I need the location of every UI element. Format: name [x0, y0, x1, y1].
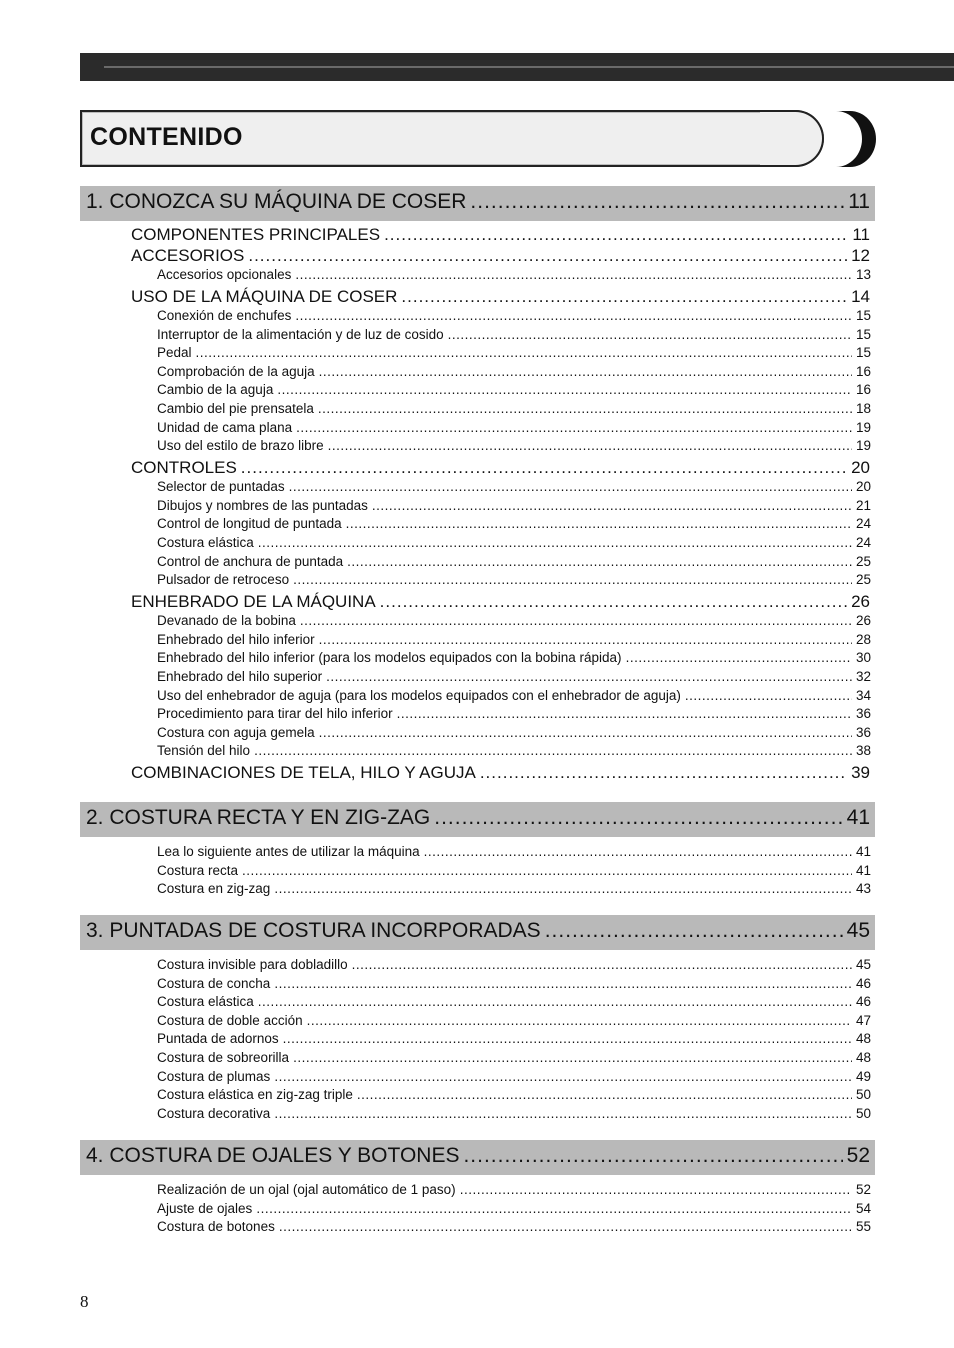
toc-entry-page: 45	[855, 957, 871, 972]
toc-entry-label: Costura de sobreorilla	[157, 1050, 290, 1065]
toc-entry-label: Procedimiento para tirar del hilo inferior	[157, 706, 393, 722]
toc-entry-label: Enhebrado del hilo inferior (para los modelos equipados con la bobina rápida)	[157, 650, 622, 666]
toc-subheading[interactable]	[131, 458, 870, 478]
toc-entry-page: 18	[855, 401, 871, 416]
toc-entry[interactable]	[157, 345, 871, 360]
toc-entry[interactable]	[157, 420, 871, 435]
page-title: CONTENIDO	[90, 123, 243, 151]
dot-leader	[357, 1087, 852, 1102]
dot-leader	[242, 863, 852, 878]
toc-subheading-label: ACCESORIOS	[131, 246, 245, 265]
section-heading-page: 41	[846, 806, 870, 829]
toc-entry-page: 15	[855, 345, 871, 361]
toc-entry-page: 19	[855, 419, 871, 435]
toc-entry-page: 24	[855, 535, 871, 550]
dot-leader	[277, 382, 852, 397]
section-heading[interactable]	[86, 1144, 870, 1168]
dot-leader	[346, 516, 852, 531]
toc-entry-label: Costura en zig-zag	[157, 881, 271, 897]
toc-entry[interactable]	[157, 1219, 871, 1234]
toc-entry-label: Uso del enhebrador de aguja (para los modelos equipados con el enhebrador de aguja)	[157, 687, 681, 703]
dot-leader	[254, 743, 852, 758]
dot-leader	[328, 438, 852, 453]
toc-entry-label: Costura elástica	[157, 994, 254, 1010]
toc-entry[interactable]	[157, 498, 871, 513]
toc-entry-label: Puntada de adornos	[157, 1031, 279, 1047]
chapter-tab-icon	[830, 111, 876, 167]
toc-entry-label: Conexión de enchufes	[157, 308, 292, 323]
dot-leader	[480, 763, 847, 783]
dot-leader	[384, 225, 848, 245]
toc-entry-page: 28	[855, 631, 871, 647]
toc-entry-label: Pulsador de retroceso	[157, 572, 290, 588]
toc-subheading[interactable]	[131, 592, 870, 612]
toc-entry-label: Costura decorativa	[157, 1105, 271, 1121]
section-heading-label: 2. COSTURA RECTA Y EN ZIG-ZAG	[86, 806, 431, 829]
toc-subheading-label: CONTROLES	[131, 458, 237, 478]
toc-entry-page: 16	[855, 382, 871, 398]
toc-entry[interactable]	[157, 438, 871, 453]
toc-entry-label: Cambio de la aguja	[157, 382, 274, 398]
toc-entry-label: Dibujos y nombres de las puntadas	[157, 497, 368, 513]
section-heading[interactable]	[86, 919, 870, 943]
toc-entry-page: 34	[855, 687, 871, 703]
toc-entry-page: 21	[855, 497, 871, 513]
toc-entry[interactable]	[157, 669, 871, 684]
dot-leader	[397, 706, 852, 721]
toc-subheading-page: 14	[851, 287, 870, 306]
toc-entry-page: 36	[855, 706, 871, 722]
section-heading-label: 4. COSTURA DE OJALES Y BOTONES	[86, 1144, 460, 1167]
toc-entry[interactable]	[157, 1069, 871, 1084]
toc-entry-label: Costura invisible para dobladillo	[157, 957, 348, 972]
toc-entry-page: 46	[855, 994, 871, 1010]
dot-leader	[319, 725, 852, 740]
section-heading[interactable]	[86, 190, 870, 214]
dot-leader	[300, 613, 852, 628]
toc-entry-page: 48	[855, 1050, 871, 1065]
toc-entry-page: 19	[855, 438, 871, 454]
toc-entry-page: 50	[855, 1105, 871, 1121]
dot-leader	[545, 919, 843, 943]
dot-leader	[283, 1031, 852, 1046]
toc-subheading-label: COMBINACIONES DE TELA, HILO Y AGUJA	[131, 763, 476, 783]
dot-leader	[307, 1013, 852, 1028]
toc-entry[interactable]	[157, 1201, 871, 1216]
dot-leader	[279, 1219, 852, 1234]
dot-leader	[258, 994, 852, 1009]
toc-entry[interactable]	[157, 994, 871, 1009]
toc-entry-page: 50	[855, 1087, 871, 1103]
dot-leader	[248, 246, 847, 266]
dot-leader	[319, 632, 852, 647]
toc-entry-page: 38	[855, 743, 871, 759]
dot-leader	[296, 420, 852, 435]
section-heading-page: 11	[848, 190, 870, 213]
dot-leader	[256, 1201, 852, 1216]
toc-entry[interactable]	[157, 382, 871, 397]
toc-entry-page: 24	[855, 516, 871, 532]
toc-entry[interactable]	[157, 327, 871, 342]
toc-entry-page: 49	[855, 1068, 871, 1084]
toc-entry-page: 55	[855, 1219, 871, 1235]
section-heading-label: 3. PUNTADAS DE COSTURA INCORPORADAS	[86, 919, 541, 942]
toc-entry[interactable]	[157, 1013, 871, 1028]
toc-entry[interactable]	[157, 688, 871, 703]
toc-entry-label: Pedal	[157, 345, 192, 361]
toc-entry[interactable]	[157, 957, 871, 972]
toc-entry-label: Selector de puntadas	[157, 479, 285, 495]
toc-entry-page: 30	[855, 650, 871, 666]
toc-entry-label: Control de anchura de puntada	[157, 553, 344, 569]
toc-subheading-label: ENHEBRADO DE LA MÁQUINA	[131, 592, 376, 612]
dot-leader	[293, 1050, 852, 1065]
toc-subheading-label: USO DE LA MÁQUINA DE COSER	[131, 287, 398, 306]
dot-leader	[196, 345, 852, 360]
dot-leader	[274, 1069, 852, 1084]
toc-entry[interactable]	[157, 650, 871, 665]
toc-subheading-page: 12	[851, 246, 870, 265]
toc-entry[interactable]	[157, 479, 871, 494]
toc-entry-label: Costura recta	[157, 862, 239, 878]
header-stripe	[104, 66, 954, 68]
toc-entry[interactable]	[157, 535, 871, 550]
dot-leader	[319, 364, 852, 379]
toc-entry[interactable]	[157, 1031, 871, 1046]
toc-entry[interactable]	[157, 516, 871, 531]
toc-entry[interactable]	[157, 706, 871, 721]
dot-leader	[293, 572, 852, 587]
toc-entry-page: 54	[855, 1200, 871, 1216]
dot-leader	[470, 190, 844, 214]
toc-entry-page: 46	[855, 975, 871, 991]
section-heading[interactable]	[86, 806, 870, 830]
toc-entry-page: 48	[855, 1031, 871, 1047]
toc-subheading[interactable]	[131, 246, 870, 266]
dot-leader	[326, 669, 852, 684]
toc-entry[interactable]	[157, 572, 871, 587]
toc-entry[interactable]	[157, 844, 871, 859]
toc-entry-label: Costura de botones	[157, 1219, 275, 1235]
toc-entry[interactable]	[157, 1087, 871, 1102]
toc-entry-page: 16	[855, 363, 871, 379]
dot-leader	[380, 592, 847, 612]
dot-leader	[258, 535, 852, 550]
section-heading-page: 52	[846, 1144, 870, 1167]
toc-entry[interactable]	[157, 1182, 871, 1197]
toc-entry[interactable]	[157, 743, 871, 758]
toc-entry-page: 15	[855, 326, 871, 342]
toc-entry-label: Devanado de la bobina	[157, 613, 296, 629]
toc-entry-page: 15	[855, 308, 871, 323]
dot-leader	[424, 844, 852, 859]
toc-subheading-page: 26	[851, 592, 870, 612]
dot-leader	[352, 957, 852, 972]
toc-entry-label: Realización de un ojal (ojal automático de 1 paso)	[157, 1182, 456, 1197]
toc-entry-label: Unidad de cama plana	[157, 419, 293, 435]
toc-entry-page: 41	[855, 844, 871, 859]
dot-leader	[289, 479, 852, 494]
toc-subheading-page: 20	[851, 458, 870, 478]
dot-leader	[241, 458, 847, 478]
toc-entry-page: 43	[855, 881, 871, 897]
dot-leader	[434, 806, 842, 830]
toc-entry-page: 20	[855, 479, 871, 495]
toc-entry-label: Comprobación de la aguja	[157, 363, 315, 379]
dot-leader	[274, 1106, 852, 1121]
toc-entry-page: 36	[855, 724, 871, 740]
toc-subheading[interactable]	[131, 287, 870, 307]
toc-entry-label: Costura de doble acción	[157, 1012, 303, 1028]
dot-leader	[460, 1182, 852, 1197]
dot-leader	[685, 688, 852, 703]
toc-entry-label: Costura elástica	[157, 535, 254, 550]
toc-entry-label: Lea lo siguiente antes de utilizar la máquina	[157, 844, 420, 859]
page-number: 8	[80, 1292, 89, 1311]
toc-entry-label: Tensión del hilo	[157, 743, 251, 759]
toc-entry-label: Cambio del pie prensatela	[157, 401, 314, 416]
toc-entry-label: Control de longitud de puntada	[157, 516, 342, 532]
toc-entry-label: Enhebrado del hilo superior	[157, 669, 323, 684]
header-band	[80, 53, 954, 81]
toc-entry[interactable]	[157, 613, 871, 628]
toc-entry-label: Enhebrado del hilo inferior	[157, 631, 315, 647]
dot-leader	[401, 287, 847, 307]
toc-subheading[interactable]	[131, 763, 870, 783]
toc-entry[interactable]	[157, 1106, 871, 1121]
dot-leader	[295, 267, 852, 282]
dot-leader	[347, 554, 852, 569]
dot-leader	[318, 401, 852, 416]
toc-entry-label: Ajuste de ojales	[157, 1200, 253, 1216]
toc-entry-label: Accesorios opcionales	[157, 267, 292, 282]
toc-entry[interactable]	[157, 632, 871, 647]
toc-entry[interactable]	[157, 267, 871, 282]
toc-entry-label: Costura con aguja gemela	[157, 724, 315, 740]
toc-entry[interactable]	[157, 364, 871, 379]
toc-entry-page: 13	[855, 267, 871, 282]
toc-entry-label: Costura de plumas	[157, 1068, 271, 1084]
dot-leader	[295, 308, 852, 323]
toc-entry-page: 26	[855, 613, 871, 629]
toc-subheading-page: 11	[852, 225, 870, 244]
toc-entry[interactable]	[157, 863, 871, 878]
dot-leader	[463, 1144, 842, 1168]
toc-entry[interactable]	[157, 976, 871, 991]
dot-leader	[274, 881, 852, 896]
toc-entry-page: 32	[855, 669, 871, 684]
dot-leader	[448, 327, 852, 342]
toc-entry-page: 25	[855, 572, 871, 588]
dot-leader	[372, 498, 852, 513]
toc-entry-page: 52	[855, 1182, 871, 1197]
toc-subheading[interactable]	[131, 225, 870, 245]
toc-entry-page: 47	[855, 1012, 871, 1028]
toc-entry[interactable]	[157, 881, 871, 896]
section-heading-label: 1. CONOZCA SU MÁQUINA DE COSER	[86, 190, 467, 213]
dot-leader	[626, 650, 852, 665]
toc-entry[interactable]	[157, 401, 871, 416]
toc-entry-page: 41	[855, 862, 871, 878]
toc-entry[interactable]	[157, 308, 871, 323]
toc-entry-label: Costura elástica en zig-zag triple	[157, 1087, 353, 1103]
toc-entry[interactable]	[157, 1050, 871, 1065]
toc-entry-label: Interruptor de la alimentación y de luz de cosido	[157, 326, 444, 342]
toc-entry[interactable]	[157, 554, 871, 569]
toc-entry-page: 25	[855, 553, 871, 569]
section-heading-page: 45	[846, 919, 870, 942]
toc-subheading-label: COMPONENTES PRINCIPALES	[131, 225, 381, 244]
title-box-edge	[760, 110, 824, 167]
toc-entry[interactable]	[157, 725, 871, 740]
toc-entry-label: Costura de concha	[157, 975, 271, 991]
toc-entry-label: Uso del estilo de brazo libre	[157, 438, 324, 454]
dot-leader	[274, 976, 852, 991]
toc-subheading-page: 39	[851, 763, 870, 783]
